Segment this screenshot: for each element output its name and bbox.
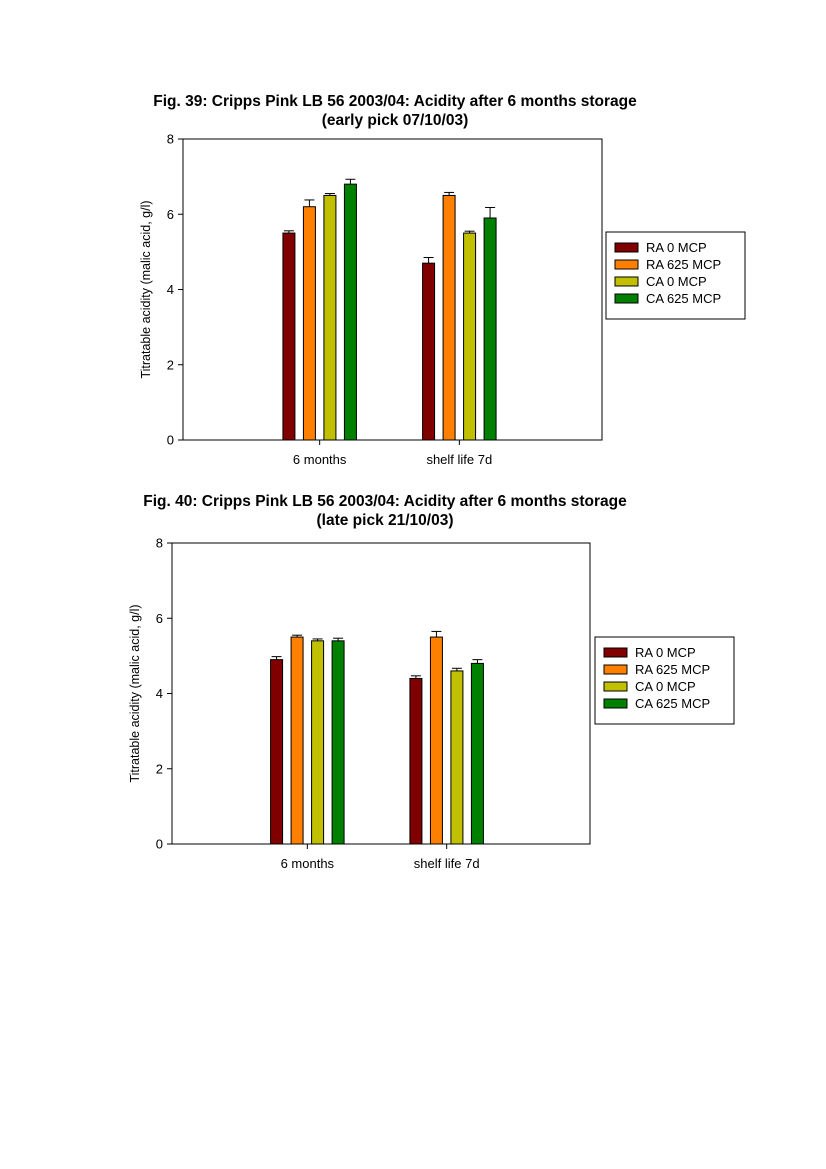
chart-title-line: Fig. 39: Cripps Pink LB 56 2003/04: Acidity after 6 months storage xyxy=(153,93,637,110)
x-tick-label: shelf life 7d xyxy=(413,856,480,871)
legend-label: CA 625 MCP xyxy=(646,291,722,306)
y-tick-label: 6 xyxy=(155,610,163,626)
legend-label: RA 625 MCP xyxy=(646,257,722,272)
legend-label: RA 0 MCP xyxy=(635,645,696,660)
chart-title-line: Fig. 40: Cripps Pink LB 56 2003/04: Acidity after 6 months storage xyxy=(143,493,627,510)
y-tick-label: 8 xyxy=(166,131,174,147)
y-tick-label: 0 xyxy=(155,836,163,852)
x-tick-label: 6 months xyxy=(280,856,335,871)
y-tick-label: 2 xyxy=(166,357,174,373)
legend-label: RA 0 MCP xyxy=(646,240,707,255)
bar xyxy=(291,637,303,844)
legend-swatch xyxy=(604,699,627,708)
legend-swatch xyxy=(604,665,627,674)
legend-label: CA 0 MCP xyxy=(646,274,707,289)
chart-subtitle-line: (late pick 21/10/03) xyxy=(316,512,454,529)
legend-label: CA 625 MCP xyxy=(635,696,711,711)
chart-subtitle-line: (early pick 07/10/03) xyxy=(321,112,469,129)
x-tick-label: shelf life 7d xyxy=(426,452,493,467)
y-tick-label: 8 xyxy=(155,535,163,551)
bar xyxy=(312,641,324,844)
y-tick-label: 0 xyxy=(166,432,174,448)
legend-swatch xyxy=(604,682,627,691)
y-tick-label: 2 xyxy=(155,761,163,777)
bar xyxy=(332,641,344,844)
bar xyxy=(471,663,483,844)
x-tick-label: 6 months xyxy=(292,452,347,467)
bar xyxy=(430,637,442,844)
bar xyxy=(410,678,422,844)
bar xyxy=(451,671,463,844)
bar xyxy=(271,660,283,844)
legend-label: RA 625 MCP xyxy=(635,662,711,677)
y-axis-label: Titratable acidity (malic acid, g/l) xyxy=(139,200,153,379)
y-tick-label: 6 xyxy=(166,206,174,222)
y-tick-label: 4 xyxy=(155,686,163,701)
y-tick-label: 4 xyxy=(166,282,174,297)
plot-frame xyxy=(172,543,590,844)
legend-swatch xyxy=(604,648,627,657)
legend-label: CA 0 MCP xyxy=(635,679,696,694)
y-axis-label: Titratable acidity (malic acid, g/l) xyxy=(128,604,142,783)
